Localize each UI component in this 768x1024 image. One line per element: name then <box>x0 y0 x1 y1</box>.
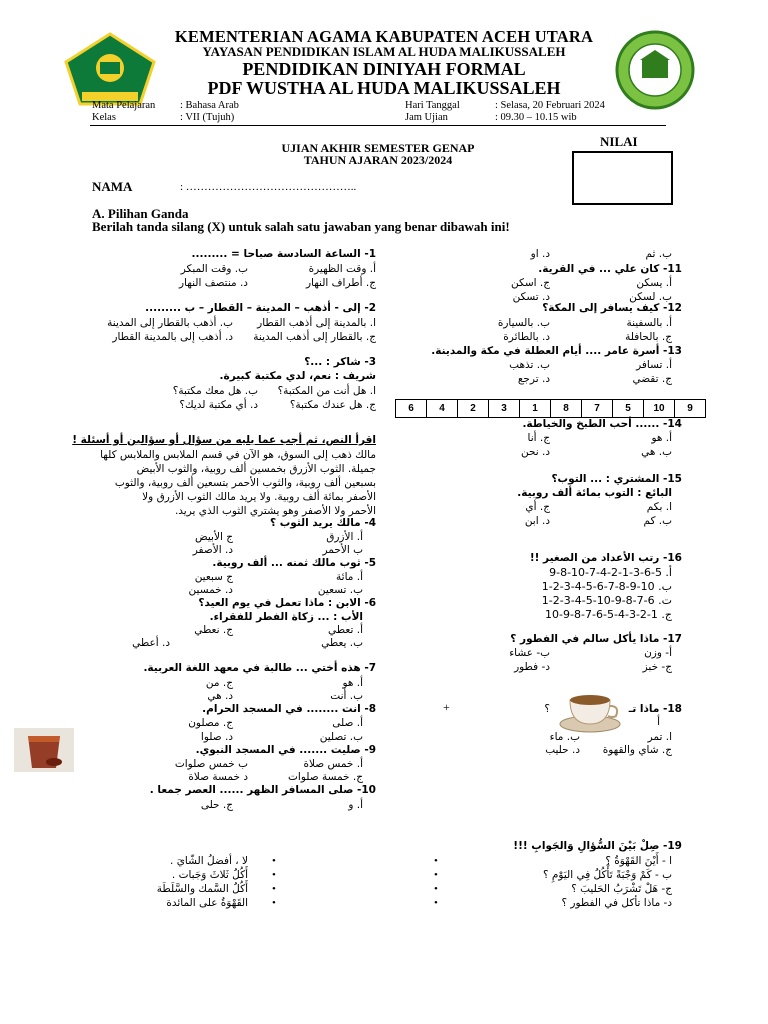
header-divider <box>90 125 666 126</box>
class-value: : VII (Tujuh) <box>180 112 235 123</box>
q13-option-a[interactable]: أ. تسافر <box>636 359 672 371</box>
q10-option-c[interactable]: ج. حلى <box>200 799 233 811</box>
instruction: Berilah tanda silang (X) untuk salah satu jawaban yang benar dibawah ini! <box>92 219 510 234</box>
q13-option-c[interactable]: ج. تقضي <box>632 373 672 385</box>
q17-option-c[interactable]: ج- خبز <box>642 661 672 673</box>
q7-text: 7- هذه أختي ... طالبة في معهد اللغة العربية. <box>143 662 376 674</box>
q13-text: 13- أسرة عامر .... أيام العطلة في مكة والمدينة. <box>431 345 682 357</box>
q11-option-b[interactable]: ب. لسكن <box>629 291 672 303</box>
nilai-label: NILAI <box>600 134 638 149</box>
q2-option-c[interactable]: ج. بالقطار إلى أذهب المدينة <box>253 331 376 343</box>
q4-option-d[interactable]: د. الأصفر <box>192 544 233 556</box>
q11-text: 11- كان علي ... في القرية. <box>538 263 682 275</box>
q7-option-a[interactable]: أ. هو <box>342 677 363 689</box>
q19-question-b: ب - كَمْ وَجْبَةً تَأْكُلُ فِي اليَوْمِ ؟ <box>542 869 672 881</box>
exam-title-2: TAHUN AJARAN 2023/2024 <box>303 153 453 167</box>
q15-dialog: البائع : التوب بمائة ألف روبية. <box>517 487 672 499</box>
subject-label: Mata Pelajaran <box>92 100 156 111</box>
q1-text: 1- الساعة السادسة صباحا = ......... <box>191 248 376 260</box>
number-cell: 7 <box>581 399 613 418</box>
q10-text: 10- صلى المسافر الظهر ...... العصر جمعا . <box>149 784 376 796</box>
passage-line-3: بسبعين ألف روبية، والثوب الأحمر بتسعين ألف روبية، والثوب <box>114 477 376 489</box>
q1-option-d[interactable]: د. منتصف النهار <box>178 277 248 289</box>
bullet-dot[interactable]: • <box>434 869 438 881</box>
header-line-2: YAYASAN PENDIDIKAN ISLAM AL HUDA MALIKUSSALEH <box>202 44 566 59</box>
q2-text: 2- إلى - أذهب – المدينة – القطار – ب ......... <box>145 302 376 314</box>
q16-option-a[interactable]: أ. 5-6-3-1-2-4-7-10-8-9 <box>549 566 672 579</box>
number-cell: 4 <box>426 399 458 418</box>
q10-option-b[interactable]: ب. ثم <box>645 248 672 260</box>
q5-option-a[interactable]: أ. مائة <box>336 571 363 583</box>
q8-text: 8- انت ........ في المسجد الحرام. <box>202 703 376 715</box>
number-cell: 5 <box>612 399 644 418</box>
q14-text: 14- ...... أحب الطبخ والخياطة. <box>522 418 682 430</box>
number-row <box>396 398 706 418</box>
q6-dialog: الأب : ... زكاة الفطر للفقراء. <box>209 611 363 623</box>
q5-text: 5- ثوب مالك ثمنه ... ألف روبية. <box>212 557 376 569</box>
q10-option-a[interactable]: أ. و <box>348 799 363 811</box>
q12-option-c[interactable]: ج. بالحافلة <box>625 331 672 343</box>
q3-option-d[interactable]: د. أي مكتبة لديك؟ <box>179 399 258 411</box>
number-cell: 3 <box>488 399 520 418</box>
passage-title: اقرأ النص، ثم أجب عما يليه من سؤال أو سؤالين أو أسئلة ! <box>72 434 376 446</box>
q12-text: 12- كيف يسافر إلى المكة؟ <box>542 302 682 314</box>
q10-option-d[interactable]: د. او <box>530 248 550 260</box>
bullet-dot[interactable]: • <box>434 855 438 867</box>
q8-option-c[interactable]: ج. مصلون <box>188 717 233 729</box>
q6-text: 6- الابن : ماذا تعمل في يوم العيد؟ <box>198 597 376 609</box>
q19-question-a: ا - أَيْنَ القَهْوَةُ ؟ <box>605 855 672 867</box>
q5-option-b[interactable]: ب. تسعين <box>317 584 363 596</box>
q9-option-a[interactable]: أ. خمس صلاة <box>303 758 363 770</box>
q12-option-a[interactable]: أ. بالسفينة <box>626 317 672 329</box>
exam-title-1: UJIAN AKHIR SEMESTER GENAP <box>281 141 475 155</box>
q3-option-a[interactable]: ا. هل أنت من المكتبة؟ <box>277 385 376 397</box>
q3-dialog: شريف : نعم، لدي مكتبة كبيرة. <box>219 370 376 382</box>
q8-option-a[interactable]: أ. صلى <box>332 717 363 729</box>
q15-text: 15- المشتري : ... التوب؟ <box>551 473 682 485</box>
number-cell: 8 <box>550 399 582 418</box>
q17-option-d[interactable]: د- فطور <box>514 661 550 673</box>
name-label: NAMA <box>92 179 133 194</box>
time-value: : 09.30 – 10.15 wib <box>495 112 577 123</box>
q6-option-c[interactable]: ج. نعطي <box>194 624 233 636</box>
q5-option-c[interactable]: ج سبعين <box>194 571 233 583</box>
q17-option-a[interactable]: أ- وزن <box>644 647 672 659</box>
passage-line-1: مالك ذهب إلى السوق، هو الآن في قسم الملابس والملابس كلها <box>100 449 376 461</box>
q16-text: 16- رتب الأعداد من الصغير !! <box>529 552 682 564</box>
q4-option-c[interactable]: ج الأبيض <box>195 531 233 543</box>
header-line-3: PENDIDIKAN DINIYAH FORMAL <box>242 59 526 79</box>
q9-option-d[interactable]: د خمسة صلاة <box>188 771 248 783</box>
q8-option-d[interactable]: د. صلوا <box>200 731 233 743</box>
q3-option-c[interactable]: ج. هل عندك مكتبة؟ <box>289 399 376 411</box>
q15-option-b[interactable]: ب. كم <box>643 515 672 527</box>
q2-option-a[interactable]: ا. بالمدينة إلى أذهب القطار <box>257 317 376 329</box>
q6-option-a[interactable]: أ. تعطي <box>328 624 363 636</box>
q1-option-c[interactable]: ج. أطراف النهار <box>305 277 376 289</box>
q7-option-d[interactable]: د. هي <box>207 690 233 702</box>
subject-value: : Bahasa Arab <box>180 100 239 111</box>
q18-option-b[interactable]: ب. ماء <box>549 731 580 743</box>
bullet-dot[interactable]: • <box>272 869 276 881</box>
q19-answer-2: أَكُلُ ثَلاثَ وَجَبات . <box>171 869 248 881</box>
coffee-cup-image <box>558 684 622 734</box>
q19-answer-4: القَهْوَةُ على المائدة <box>166 897 248 909</box>
q8-option-b[interactable]: ب. تصلين <box>319 731 363 743</box>
q1-option-a[interactable]: أ. وقت الظهيرة <box>308 263 376 275</box>
passage-line-2: جميلة. الثوب الأزرق بخمسين ألف روبية، والثوب الأبيض <box>136 463 376 475</box>
q16-option-d[interactable]: ج. 1-2-3-4-5-6-7-8-9-10 <box>545 608 672 621</box>
header-line-1: KEMENTERIAN AGAMA KABUPATEN ACEH UTARA <box>174 27 594 46</box>
date-value: : Selasa, 20 Februari 2024 <box>495 100 605 111</box>
q14-option-c[interactable]: ج. أنا <box>527 432 550 444</box>
q9-text: 9- صليت ....... في المسجد النبوي. <box>195 744 376 756</box>
q2-option-b[interactable]: ب. أذهب بالقطار إلى المدينة <box>107 317 233 329</box>
q19-question-c: ج- هَلْ تَشْرَبُ الحَليبَ ؟ <box>571 883 672 895</box>
q16-option-b[interactable]: ب. 10-9-8-7-6-5-4-3-2-1 <box>541 580 672 593</box>
q14-option-b[interactable]: ب. هي <box>641 446 672 458</box>
q18-option-a[interactable]: ا. تمر <box>647 731 672 743</box>
q17-text: 17- ماذا يأكل سالم في الفطور ؟ <box>510 633 682 645</box>
bullet-dot[interactable]: • <box>272 897 276 909</box>
number-cell: 9 <box>674 399 706 418</box>
q19-title: 19- صِلْ بَيْنَ السُّؤالِ وَالجَوابِ !!! <box>513 840 682 852</box>
number-cell: 6 <box>395 399 427 418</box>
q2-option-d[interactable]: د. أذهب إلى بالمدينة القطار <box>112 331 233 343</box>
q9-option-b[interactable]: ب خمس صلوات <box>174 758 248 770</box>
q15-option-a[interactable]: ا. بكم <box>646 501 672 513</box>
plus-mark: + <box>443 700 450 714</box>
q9-option-c[interactable]: ج. خمسة صلوات <box>288 771 363 783</box>
q12-option-b[interactable]: ب. بالسيارة <box>497 317 550 329</box>
q4-text: 4- مالك يريد الثوب ؟ <box>270 517 376 529</box>
date-label: Hari Tanggal <box>405 100 460 111</box>
q7-option-c[interactable]: ج. من <box>205 677 233 689</box>
time-label: Jam Ujian <box>405 112 448 123</box>
q6-option-b[interactable]: ب. يعطي <box>321 637 363 649</box>
q1-option-b[interactable]: ب. وقت المبكر <box>180 263 248 275</box>
q19-answer-1: لا ، أفضلُ الشّايَ . <box>170 855 248 867</box>
q17-option-b[interactable]: ب- عشاء <box>509 647 550 659</box>
q12-option-d[interactable]: د. بالطائرة <box>503 331 550 343</box>
tea-glass-image <box>14 728 74 772</box>
nilai-box <box>572 151 673 205</box>
header-line-4: PDF WUSTHA AL HUDA MALIKUSSALEH <box>207 78 561 98</box>
section-title: A. Pilihan Ganda <box>92 206 189 221</box>
bullet-dot[interactable]: • <box>434 883 438 895</box>
q13-option-b[interactable]: ب. تذهب <box>509 359 550 371</box>
q18-text: 18- ماذا تـ <box>628 703 682 715</box>
number-cell: 1 <box>519 399 551 418</box>
q15-option-d[interactable]: د. ابن <box>524 515 550 527</box>
q5-option-d[interactable]: د. خمسين <box>188 584 233 596</box>
number-cell: 2 <box>457 399 489 418</box>
q11-option-a[interactable]: أ. يسكن <box>636 277 672 289</box>
q14-option-d[interactable]: د. نحن <box>520 446 550 458</box>
q13-option-d[interactable]: د. ترجع <box>517 373 550 385</box>
q3-text: 3- شاكر : ...؟ <box>304 356 376 368</box>
q19-answer-3: أَكُلُ السَّمك والسَّلَطَة <box>156 883 248 895</box>
q18-option-c[interactable]: ج. شاي والقهوة <box>602 744 672 756</box>
bullet-dot[interactable]: • <box>434 897 438 909</box>
passage-line-4: الأصفر بمائة ألف روبية. ولا يريد مالك الثوب الأزرق ولا <box>142 491 376 503</box>
bullet-dot[interactable]: • <box>272 855 276 867</box>
q18-option-d[interactable]: د. حليب <box>545 744 580 756</box>
q6-option-d[interactable]: د. أعطي <box>132 637 170 649</box>
name-field[interactable]: : ……………………………………….. <box>180 181 357 193</box>
q3-option-b[interactable]: ب. هل معك مكتبة؟ <box>172 385 258 397</box>
passage-line-5: الأحمر ولا الأصفر وهو يشتري الثوب الذي يريد. <box>174 505 376 517</box>
q4-option-b[interactable]: ب الأحمر <box>322 544 363 556</box>
q14-option-a[interactable]: أ. هو <box>651 432 672 444</box>
q11-option-c[interactable]: ج. اسكن <box>511 277 550 289</box>
q19-question-d: د- ماذا تأكل في الفطور ؟ <box>561 897 672 909</box>
bullet-dot[interactable]: • <box>272 883 276 895</box>
number-cell: 10 <box>643 399 675 418</box>
q16-option-c[interactable]: ت. 6-7-8-9-10-5-4-3-2-1 <box>541 594 672 607</box>
q11-option-d[interactable]: د. تسكن <box>512 291 550 303</box>
q18-subtext: أ <box>657 716 660 728</box>
q15-option-c[interactable]: ج. أي <box>525 501 550 513</box>
q4-option-a[interactable]: أ. الأزرق <box>326 531 363 543</box>
class-label: Kelas <box>92 112 116 123</box>
q18-question-mark: ؟ <box>544 703 550 715</box>
q7-option-b[interactable]: ب. أنت <box>330 690 363 702</box>
